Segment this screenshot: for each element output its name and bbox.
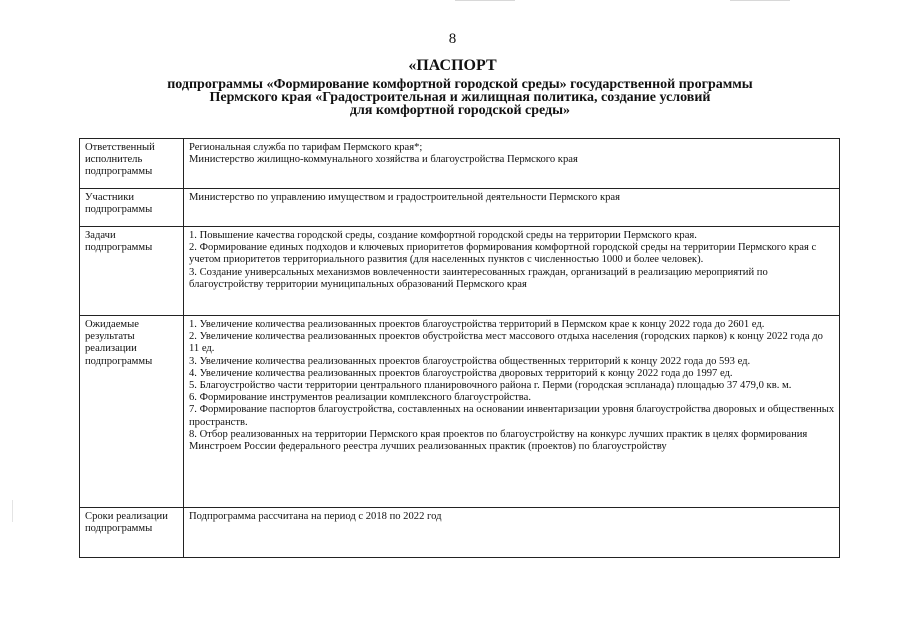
document-subtitle [140, 78, 780, 117]
row-value [184, 189, 840, 227]
value-line: 1. Повышение качества городской среды, создание комфортной городской среды на территории Пермского края. [189, 230, 697, 241]
scan-artifact-left [12, 500, 13, 522]
value-line: Подпрограмма рассчитана на период с 2018 по 2022 год [189, 511, 442, 522]
subtitle-line: для комфортной городской среды» [349, 103, 571, 118]
scan-artifact-top [455, 0, 515, 1]
value-line: 2. Увеличение количества реализованных проектов обустройства мест массового отдыха населения (городских парков) к концу 2022 года до 11 ед. [189, 331, 823, 355]
value-line: 6. Формирование инструментов реализации комплексного благоустройства. [189, 392, 531, 404]
subtitle-line: Пермского края «Градостроительная и жилищная политика, создание условий [209, 90, 711, 105]
row-value [184, 139, 840, 189]
table-row-participants [80, 189, 840, 227]
row-value [184, 316, 840, 508]
document-title: «ПАСПОРТ [408, 57, 497, 74]
row-value [184, 227, 840, 316]
value-line: 2. Формирование единых подходов и ключевых приоритетов формирования комфортной городской среды на территории Пермского края с учетом приоритетов территориального развития (для населенных пунктов с численностью 1000 и более человек). [189, 242, 817, 266]
table-row-responsible [80, 139, 840, 189]
value-line: 7. Формирование паспортов благоустройства, составленных на основании инвентаризации уровня благоустройства дворовых и общественных пространств. [189, 404, 835, 428]
value-line: 3. Создание универсальных механизмов вовлеченности заинтересованных граждан, организаций в реализацию мероприятий по благоустройству территории муниципальных образований Пермского края [189, 266, 768, 290]
table-row-results [80, 316, 840, 508]
page-number: 8 [448, 31, 457, 47]
table-row-tasks [80, 227, 840, 316]
row-label: Сроки реализации подпрограммы [80, 508, 184, 558]
scan-artifact-top-right [730, 0, 790, 1]
subtitle-line: подпрограммы «Формирование комфортной городской среды» государственной программы [167, 77, 753, 92]
row-value [184, 508, 840, 558]
table-row-timeline [80, 508, 840, 558]
value-line: Министерство по управлению имуществом и градостроительной деятельности Пермского края [189, 192, 621, 203]
value-line: 1. Увеличение количества реализованных проектов благоустройства территорий в Пермском крае к концу 2022 года до 2601 ед. [189, 319, 765, 330]
passport-table [79, 138, 840, 558]
value-line: 5. Благоустройство части территории центрального планировочного района г. Перми (городская эспланада) площадью 37 479,0 кв. м. [189, 380, 792, 392]
row-label: Ожидаемые результаты реализации подпрограммы [80, 316, 184, 508]
value-line: 3. Увеличение количества реализованных проектов благоустройства общественных территорий к концу 2022 года до 593 ед. [189, 355, 751, 367]
value-line: Региональная служба по тарифам Пермского края*; [189, 142, 423, 153]
row-label: Ответственный исполнитель подпрограммы [80, 139, 184, 189]
row-label: Участники подпрограммы [80, 189, 184, 227]
row-label: Задачи подпрограммы [80, 227, 184, 316]
value-line: Министерство жилищно-коммунального хозяйства и благоустройства Пермского края [189, 154, 578, 166]
value-line: 8. Отбор реализованных на территории Пермского края проектов по благоустройству на конкурс лучших практик в целях формирования Минстроем России федерального реестра лучших реализованных практик (проектов) по благоустройству [189, 428, 808, 453]
value-line: 4. Увеличение количества реализованных проектов благоустройства дворовых территорий к концу 2022 года до 1997 ед. [189, 367, 733, 379]
